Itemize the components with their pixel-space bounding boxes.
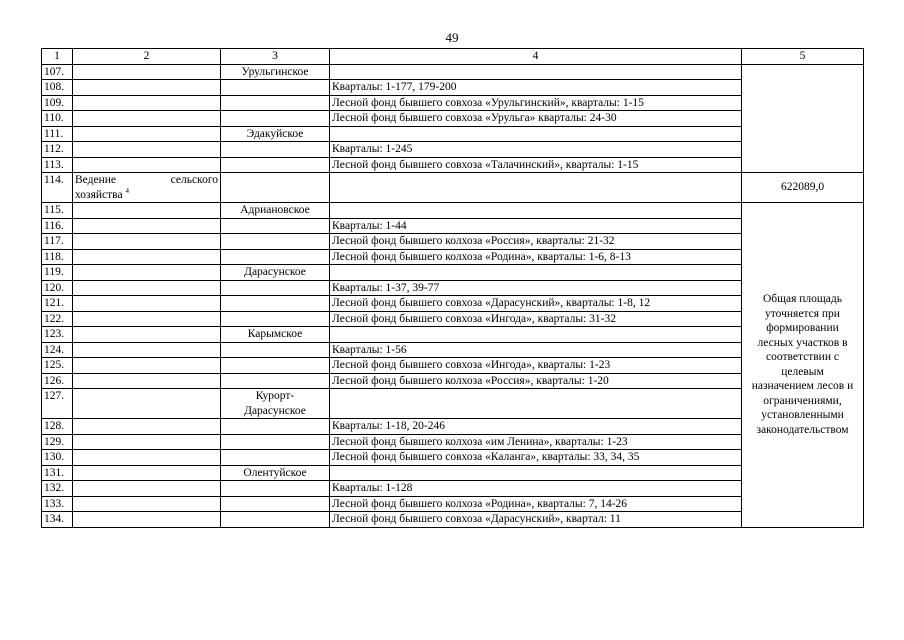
table-row [42, 465, 864, 481]
quarters-cell [330, 327, 742, 343]
purpose-word: хозяйства [75, 188, 123, 201]
purpose-cell [73, 481, 221, 497]
quarters-cell [330, 389, 742, 419]
table-row [42, 311, 864, 327]
table-row [42, 434, 864, 450]
table-row [42, 126, 864, 142]
district-cell [221, 358, 330, 374]
purpose-cell [73, 496, 221, 512]
quarters-cell: Лесной фонд бывшего совхоза «Каланга», кварталы: 33, 34, 35 [330, 450, 742, 466]
page-number: 49 [445, 30, 459, 45]
area-note [742, 203, 864, 528]
row-number: 112. [42, 142, 73, 158]
purpose-cell [73, 64, 221, 80]
row-number: 119. [42, 265, 73, 281]
table-row [42, 203, 864, 219]
row-number: 122. [42, 311, 73, 327]
row-number: 110. [42, 111, 73, 127]
district-cell [221, 496, 330, 512]
quarters-cell: Лесной фонд бывшего совхоза «Талачинский», кварталы: 1-15 [330, 157, 742, 173]
area-note-line: лесных участков в [757, 336, 848, 349]
area-note-line: Общая площадь [763, 293, 842, 306]
table-header-row [42, 49, 864, 65]
table-row [42, 95, 864, 111]
district-cell [221, 434, 330, 450]
purpose-cell [73, 280, 221, 296]
purpose-word: Ведение [75, 174, 116, 186]
quarters-cell: Кварталы: 1-37, 39-77 [330, 280, 742, 296]
quarters-cell: Лесной фонд бывшего колхоза «Россия», кварталы: 1-20 [330, 373, 742, 389]
header-col-2: 2 [73, 49, 221, 65]
row-number: 126. [42, 373, 73, 389]
purpose-cell [73, 111, 221, 127]
district-cell [221, 173, 330, 203]
quarters-cell: Лесной фонд бывшего совхоза «Урульга» кварталы: 24-30 [330, 111, 742, 127]
row-number: 114. [42, 173, 73, 203]
row-number: 128. [42, 419, 73, 435]
quarters-cell: Лесной фонд бывшего колхоза «Родина», кварталы: 1-6, 8-13 [330, 249, 742, 265]
quarters-cell: Кварталы: 1-18, 20-246 [330, 419, 742, 435]
table-row [42, 280, 864, 296]
row-number: 134. [42, 512, 73, 528]
area-note-line: ограничениями, [763, 394, 842, 407]
table-row [42, 481, 864, 497]
table-row [42, 249, 864, 265]
quarters-cell: Лесной фонд бывшего совхоза «Ингода», кварталы: 1-23 [330, 358, 742, 374]
row-number: 108. [42, 80, 73, 96]
area-note-line: соответствии с [766, 351, 839, 364]
district-cell [221, 111, 330, 127]
district-cell [221, 234, 330, 250]
table-row [42, 157, 864, 173]
quarters-cell: Кварталы: 1-128 [330, 481, 742, 497]
quarters-cell: Лесной фонд бывшего колхоза «Россия», кварталы: 21-32 [330, 234, 742, 250]
table-row [42, 173, 864, 203]
row-number: 133. [42, 496, 73, 512]
district-cell [221, 296, 330, 312]
table-row [42, 389, 864, 419]
quarters-cell: Лесной фонд бывшего колхоза «Родина», кварталы: 7, 14-26 [330, 496, 742, 512]
header-col-3: 3 [221, 49, 330, 65]
table-row [42, 342, 864, 358]
purpose-cell [73, 342, 221, 358]
quarters-cell: Лесной фонд бывшего совхоза «Дарасунский», кварталы: 1-8, 12 [330, 296, 742, 312]
district-cell [221, 342, 330, 358]
row-number: 131. [42, 465, 73, 481]
table-row [42, 327, 864, 343]
table-row [42, 296, 864, 312]
district-cell [221, 157, 330, 173]
district-cell [221, 389, 330, 419]
purpose-cell [73, 327, 221, 343]
purpose-cell [73, 465, 221, 481]
row-number: 115. [42, 203, 73, 219]
purpose-cell [73, 434, 221, 450]
quarters-cell: Кварталы: 1-44 [330, 218, 742, 234]
district-cell [221, 218, 330, 234]
district-cell [221, 95, 330, 111]
district-cell [221, 450, 330, 466]
purpose-cell [73, 142, 221, 158]
district-cell [221, 311, 330, 327]
header-col-4: 4 [330, 49, 742, 65]
table-row [42, 80, 864, 96]
district-cell: Адриановское [221, 203, 330, 219]
quarters-cell: Лесной фонд бывшего совхоза «Урульгинский», кварталы: 1-15 [330, 95, 742, 111]
header-col-5: 5 [742, 49, 864, 65]
purpose-cell [73, 249, 221, 265]
quarters-cell [330, 64, 742, 80]
row-number: 116. [42, 218, 73, 234]
purpose-cell [73, 389, 221, 419]
purpose-cell [73, 419, 221, 435]
district-cell [221, 373, 330, 389]
forest-table [41, 48, 864, 528]
table-row [42, 218, 864, 234]
area-cell-empty [742, 64, 864, 173]
quarters-cell: Лесной фонд бывшего колхоза «им Ленина», кварталы: 1-23 [330, 434, 742, 450]
district-cell [221, 80, 330, 96]
row-number: 130. [42, 450, 73, 466]
row-number: 123. [42, 327, 73, 343]
purpose-cell [73, 203, 221, 219]
quarters-cell: Кварталы: 1-56 [330, 342, 742, 358]
district-cell: Урульгинское [221, 64, 330, 80]
row-number: 109. [42, 95, 73, 111]
table-row [42, 111, 864, 127]
district-cell [221, 419, 330, 435]
area-note-line: формировании [766, 322, 839, 335]
area-note-line: уточняется при [765, 307, 840, 320]
purpose-line-1 [75, 173, 218, 188]
table-row [42, 419, 864, 435]
purpose-cell [73, 234, 221, 250]
row-number: 113. [42, 157, 73, 173]
row-number: 121. [42, 296, 73, 312]
table-row [42, 64, 864, 80]
row-number: 124. [42, 342, 73, 358]
district-cell [221, 481, 330, 497]
table-row [42, 358, 864, 374]
area-note-line: законодательством [756, 423, 849, 436]
table-row [42, 265, 864, 281]
area-note-line: установленными [761, 409, 844, 422]
area-note-line: назначением лесов и [751, 380, 854, 393]
table-row [42, 142, 864, 158]
purpose-cell [73, 95, 221, 111]
row-number: 129. [42, 434, 73, 450]
quarters-cell [330, 265, 742, 281]
purpose-cell [73, 358, 221, 374]
purpose-cell [73, 373, 221, 389]
purpose-cell [73, 296, 221, 312]
row-number: 120. [42, 280, 73, 296]
table-row [42, 496, 864, 512]
district-cell [221, 142, 330, 158]
district-cell [221, 512, 330, 528]
row-number: 132. [42, 481, 73, 497]
area-value: 622089,0 [742, 173, 864, 203]
table-row [42, 373, 864, 389]
quarters-cell [330, 203, 742, 219]
row-number: 125. [42, 358, 73, 374]
district-cell: Эдакуйское [221, 126, 330, 142]
header-col-1: 1 [42, 49, 73, 65]
district-cell [221, 249, 330, 265]
footnote-marker: 4 [125, 186, 129, 195]
district-cell: Карымское [221, 327, 330, 343]
row-number: 118. [42, 249, 73, 265]
table-row [42, 512, 864, 528]
purpose-cell [73, 126, 221, 142]
quarters-cell: Кварталы: 1-245 [330, 142, 742, 158]
row-number: 117. [42, 234, 73, 250]
purpose-cell [73, 173, 221, 203]
district-cell [221, 280, 330, 296]
district-line-1: Курорт- [255, 390, 295, 402]
purpose-cell [73, 512, 221, 528]
quarters-cell: Лесной фонд бывшего совхоза «Дарасунский», квартал: 11 [330, 512, 742, 528]
purpose-cell [73, 157, 221, 173]
purpose-line-2 [75, 188, 218, 203]
quarters-cell: Кварталы: 1-177, 179-200 [330, 80, 742, 96]
purpose-cell [73, 265, 221, 281]
district-cell: Олентуйское [221, 465, 330, 481]
table-row [42, 234, 864, 250]
district-cell: Дарасунское [221, 265, 330, 281]
area-note-line: целевым [781, 365, 824, 378]
table-row [42, 450, 864, 466]
quarters-cell: Лесной фонд бывшего совхоза «Ингода», кварталы: 31-32 [330, 311, 742, 327]
purpose-cell [73, 80, 221, 96]
quarters-cell [330, 126, 742, 142]
quarters-cell [330, 465, 742, 481]
row-number: 107. [42, 64, 73, 80]
row-number: 127. [42, 389, 73, 419]
purpose-cell [73, 218, 221, 234]
district-line-2: Дарасунское [244, 404, 306, 417]
purpose-word: сельского [170, 174, 218, 186]
purpose-cell [73, 450, 221, 466]
quarters-cell [330, 173, 742, 203]
row-number: 111. [42, 126, 73, 142]
purpose-cell [73, 311, 221, 327]
